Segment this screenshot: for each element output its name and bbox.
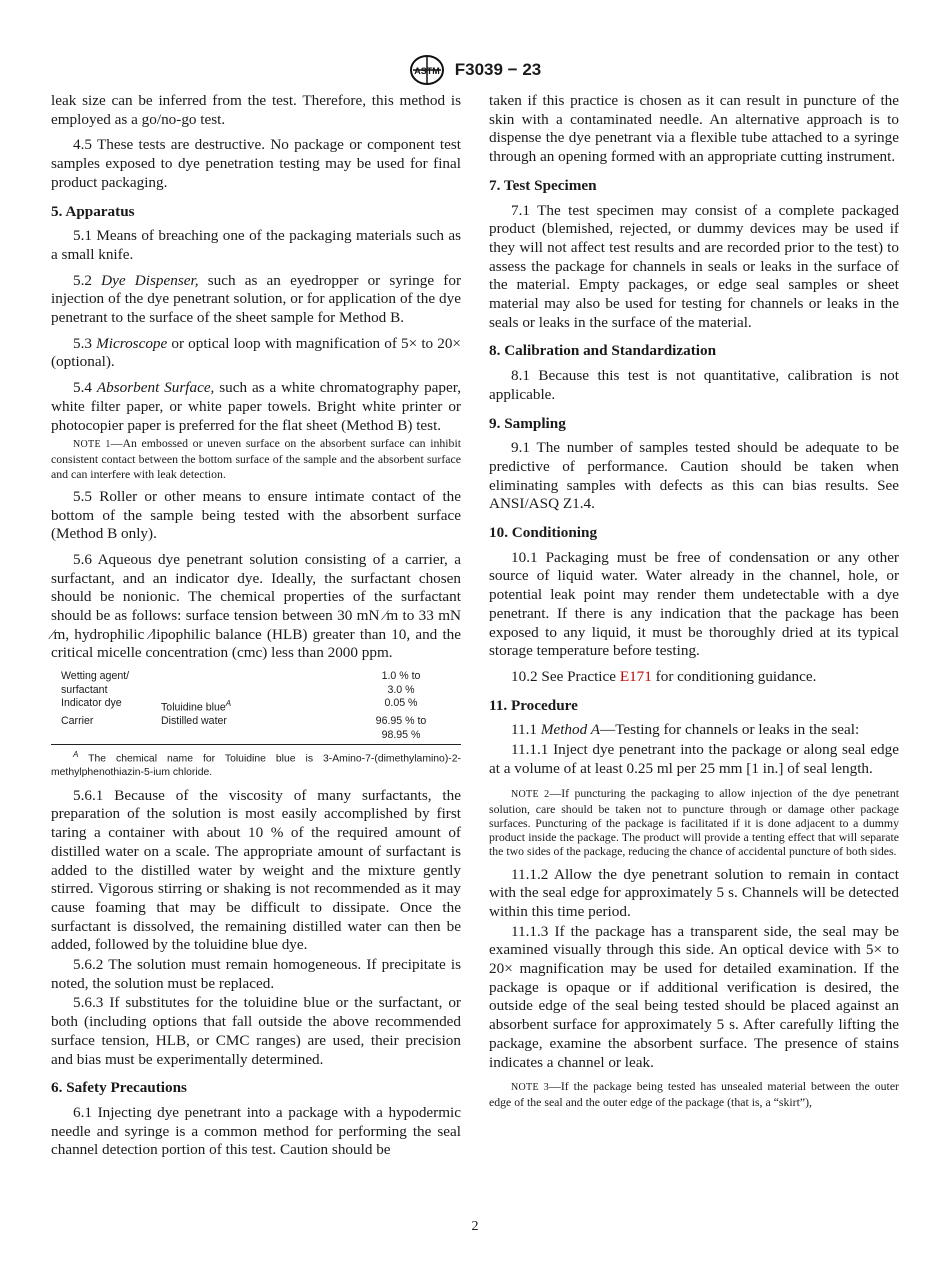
paragraph-4-5: 4.5 These tests are destructive. No package or component test samples exposed to dye penetration testing may be used for final product packaging.	[51, 136, 461, 191]
term-method-a: Method A	[540, 721, 601, 739]
paragraph-5-6-3: 5.6.3 If substitutes for the toluidine blue or the surfactant, or both (including options that fall outside the above recommended surface tension, HLB, or CMC ranges) are used, their precision and bias must be experimentally determined.	[51, 994, 461, 1068]
section-heading-conditioning: 10. Conditioning	[489, 524, 598, 542]
paragraph-5-3: 5.3 Microscope or optical loop with magnification of 5× to 20× (optional).	[51, 334, 461, 371]
section-heading-apparatus: 5. Apparatus	[51, 202, 135, 220]
right-column	[489, 92, 899, 1117]
paragraph-5-6-2: 5.6.2 The solution must remain homogeneous. If precipitate is noted, the solution must be replaced.	[51, 956, 461, 992]
paragraph-11-1-2: 11.1.2 Allow the dye penetrant solution to remain in contact with the seal edge for approximately 5 s. Channels will be detected within this time period.	[489, 865, 899, 920]
astm-logo-icon	[409, 54, 445, 86]
page-number: 2	[471, 1219, 479, 1234]
paragraph-continuation: taken if this practice is chosen as it can result in puncture of the skin with a contaminated needle. An alternative approach is to dispense the dye penetrant via a flexible tube attached to a syringe through an opening formed with an appropriate cutting instrument.	[489, 92, 899, 166]
paragraph-5-4: 5.4 Absorbent Surface, such as a white chromatography paper, white filter paper, or white paper towels. Bright white printer or photocopier paper is preferred for the flat sheet (Method B) test.	[51, 379, 462, 434]
table-row: surfactant 3.0 %	[61, 683, 415, 696]
note-2: NOTE 2—If puncturing the packaging to allow injection of the dye penetrant solution, care should be taken not to puncture through or damage other package surfaces. Puncturing of the package is facilitated if it is done adjacent to a dummy product inside the package. The product will provide a tenting effect that will separate the two sides of the package, reducing the chance of accidental puncture of both sides.	[489, 785, 899, 859]
table-row: Indicator dye Toluidine blue$^A$ 0.05 %	[61, 697, 418, 714]
section-heading-test-specimen: 7. Test Specimen	[489, 176, 597, 194]
paragraph-11-1-1: 11.1.1 Inject dye penetrant into the package or along seal edge at a volume of at least 0.25 ml per 25 mm [1 in.] of seal length.	[489, 741, 899, 777]
reference-link-e171[interactable]: E171	[619, 667, 652, 685]
note-label: NOTE 3	[511, 1082, 550, 1094]
left-column	[51, 92, 461, 1167]
section-heading-procedure: 11. Procedure	[489, 696, 578, 714]
note-1: NOTE 1—An embossed or uneven surface on the absorbent surface can inhibit consistent contact between the bottom surface of the sample and the absorbent surface and can interfere with leak detection.	[51, 436, 461, 481]
note-3: NOTE 3—If the package being tested has unsealed material between the outer edge of the seal and the outer edge of the package (that is, a “skirt”),	[489, 1079, 899, 1110]
note-label: NOTE 1	[73, 439, 111, 451]
paragraph-continuation: leak size can be inferred from the test. Therefore, this method is employed as a go/no-go test.	[51, 92, 461, 128]
paragraph-8-1: 8.1 Because this test is not quantitative, calibration is not applicable.	[489, 367, 899, 403]
table-row: Carrier Distilled water 96.95 % to	[61, 715, 427, 728]
paragraph-5-6: 5.6 Aqueous dye penetrant solution consisting of a carrier, a surfactant, and an indicator dye. Ideally, the surfactant chosen should be nonionic. The chemical properties of the surfactant should be as follows: surface tension between 30 mN ⁄m to 33 mN ⁄m, hydrophilic ⁄lipophilic balance (HLB) greater than 10, and the critical micelle concentration (cmc) less than 2000 ppm.	[51, 550, 461, 662]
document-designation: F3039 − 23	[454, 60, 542, 79]
section-heading-sampling: 9. Sampling	[489, 414, 566, 432]
note-label: NOTE 2	[511, 788, 550, 800]
section-heading-calibration: 8. Calibration and Standardization	[489, 342, 717, 360]
table-rule	[51, 744, 461, 745]
paragraph-5-5: 5.5 Roller or other means to ensure intimate contact of the bottom of the sample being tested with the absorbent surface (Method B only).	[51, 487, 461, 543]
paragraph-6-1: 6.1 Injecting dye penetrant into a package with a hypodermic needle and syringe is a common method for performing the seal channel detection portion of this test. Caution should be	[51, 1103, 461, 1159]
table-row: 98.95 %	[381, 728, 421, 741]
table-footnote: $^A$ The chemical name for Toluidine blue is 3-Amino-7-(dimethylamino)-2-methylphenothiazin-5-ium chloride.	[51, 750, 461, 779]
paragraph-11-1-3: 11.1.3 If the package has a transparent side, the seal may be examined visually through this side. An optical device with 5× to 20× magnification may be used for detailed examination. If the package is opaque or if additional verification is desired, the outside edge of the seal being tested should be placed against an absorbent surface for approximately 5 s. After carefully lifting the package, examine the absorbent surface. The presence of stains indicates a channel or leak.	[489, 922, 899, 1071]
paragraph-10-2: 10.2 See Practice E171 for conditioning guidance.	[511, 667, 817, 685]
paragraph-5-6-1: 5.6.1 Because of the viscosity of many surfactants, the preparation of the solution is most easily accomplished by first taring a container with about 10 % of the required amount of distilled water on a scale. The appropriate amount of surfactant is added to the distilled water by weight and the mixture gently stirred. Vigorous stirring or shaking is not recommended as it may cause foaming that may be difficult to dissipate. Once the surfactant is dissolved, the remaining distilled water can then be added, followed by the toluidine blue dye.	[51, 786, 461, 954]
paragraph-9-1: 9.1 The number of samples tested should be adequate to be predictive of performance. Caution should be taken when eliminating samples with defects as this can bias results. See ANSI/ASQ Z1.4.	[489, 439, 899, 513]
term-microscope: Microscope	[96, 334, 168, 352]
composition-table	[51, 670, 461, 742]
logo-text: ASTM	[414, 66, 440, 76]
paragraph-5-2: 5.2 Dye Dispenser, such as an eyedropper or syringe for injection of the dye penetrant solution, or for application of the dye penetrant to the surface of the sheet sample for Method B.	[51, 271, 462, 327]
term-absorbent-surface: Absorbent Surface,	[96, 379, 215, 397]
term-dye-dispenser: Dye Dispenser,	[101, 271, 199, 289]
paragraph-10-1: 10.1 Packaging must be free of condensation or any other source of liquid water. Water already in the channel, hole, or potential leak point may render them undetectable with a dye penetrant. If there is any indication that the package has been exposed to any liquid, it must be thoroughly dried at its typical storage temperature before testing.	[489, 548, 899, 660]
page-header	[0, 54, 950, 86]
section-heading-safety: 6. Safety Precautions	[51, 1079, 187, 1097]
paragraph-5-1: 5.1 Means of breaching one of the packaging materials such as a small knife.	[51, 227, 461, 263]
table-row: Wetting agent/ 1.0 % to	[61, 670, 421, 683]
paragraph-11-1: 11.1 Method A—Testing for channels or leaks in the seal:	[511, 721, 860, 739]
paragraph-7-1: 7.1 The test specimen may consist of a complete packaged product (blemished, rejected, or dummy devices may be used if they will not affect test results and are recorded prior to the test) to assess the package for channels in seals or leaks in the surface of the material. Empty packages, or edge seal samples or sheet material may also be used for testing for channels or leaks in the seals or leaks in the surface of the material.	[489, 201, 899, 331]
